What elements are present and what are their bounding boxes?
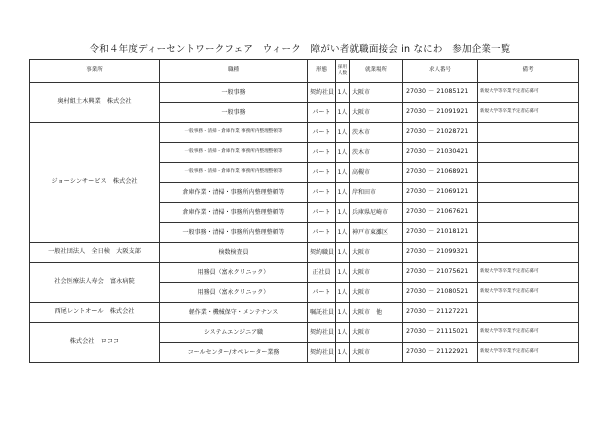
hire-count: 1人: [336, 103, 350, 123]
job-number: 27030 － 21080521: [403, 283, 478, 303]
company-name: 社会医療法人寿会 富永病院: [30, 263, 160, 303]
note: [478, 123, 579, 143]
job-title: 一般事務: [160, 83, 308, 103]
note: 新規大学等卒業予定者応募可: [478, 103, 579, 123]
hire-count: 1人: [336, 203, 350, 223]
job-title: 倉庫作業・清掃・事務所内整理整頓等: [160, 183, 308, 203]
job-title: 一般事務・清掃・倉庫作業 事務所内整理整頓等: [160, 143, 308, 163]
table-row: [30, 123, 579, 143]
note: [478, 243, 579, 263]
header-count-line1: 採用: [338, 65, 347, 71]
job-number: 27030 － 21122921: [403, 343, 478, 363]
work-place: 茨木市: [350, 143, 403, 163]
header-row: [30, 60, 579, 83]
job-title: 用務員（富永クリニック）: [160, 283, 308, 303]
table-row: [30, 83, 579, 103]
company-name: ジョーシンサービス 株式会社: [30, 123, 160, 243]
hire-count: 1人: [336, 263, 350, 283]
table-row: [30, 263, 579, 283]
job-title: 倉庫作業・清掃・事務所内整理整頓等: [160, 203, 308, 223]
company-name: 株式会社 ロココ: [30, 323, 160, 363]
employment-form: 契約職員: [308, 243, 336, 263]
note: 新規大学等卒業予定者応募可: [478, 83, 579, 103]
hire-count: 1人: [336, 303, 350, 323]
job-title: 一般事務・清掃・倉庫作業 事務所内整理整頓等: [160, 123, 308, 143]
job-number: 27030 － 21115021: [403, 323, 478, 343]
work-place: 岸和田市: [350, 183, 403, 203]
employment-form: 正社員: [308, 263, 336, 283]
job-number: 27030 － 21069121: [403, 183, 478, 203]
job-number: 27030 － 21127221: [403, 303, 478, 323]
note: [478, 303, 579, 323]
note: 新規大学等卒業予定者応募可: [478, 343, 579, 363]
job-title: 一般事務・清掃・事務所内整理整頓等: [160, 223, 308, 243]
company-name: 奥村組土木興業 株式会社: [30, 83, 160, 123]
hire-count: 1人: [336, 283, 350, 303]
employment-form: パート: [308, 203, 336, 223]
employment-form: 契約社員: [308, 83, 336, 103]
company-table: [29, 59, 579, 363]
table-row: [30, 243, 579, 263]
company-name: 一般社団法人 全日検 大阪支部: [30, 243, 160, 263]
work-place: 神戸市東灘区: [350, 223, 403, 243]
header-form: 形態: [308, 60, 336, 83]
note: 新規大学等卒業予定者応募可: [478, 263, 579, 283]
job-number: 27030 － 21018121: [403, 223, 478, 243]
employment-form: 契約社員: [308, 323, 336, 343]
work-place: 大阪市: [350, 103, 403, 123]
note: [478, 163, 579, 183]
employment-form: パート: [308, 123, 336, 143]
work-place: 大阪市: [350, 243, 403, 263]
hire-count: 1人: [336, 343, 350, 363]
header-company: 事業所: [30, 60, 160, 83]
job-title: 用務員（富永クリニック）: [160, 263, 308, 283]
employment-form: パート: [308, 163, 336, 183]
header-count-line2: 人数: [338, 71, 347, 76]
hire-count: 1人: [336, 223, 350, 243]
note: [478, 203, 579, 223]
work-place: 茨木市: [350, 123, 403, 143]
work-place: 大阪市: [350, 263, 403, 283]
header-job: 職種: [160, 60, 308, 83]
hire-count: 1人: [336, 243, 350, 263]
header-number: 求人番号: [403, 60, 478, 83]
header-note: 備考: [478, 60, 579, 83]
job-title: 検数検査員: [160, 243, 308, 263]
note: 新規大学等卒業予定者応募可: [478, 323, 579, 343]
work-place: 大阪市: [350, 83, 403, 103]
company-name: 西尾レントオール 株式会社: [30, 303, 160, 323]
work-place: 大阪市: [350, 343, 403, 363]
page-title: 令和４年度ディーセントワークフェア ウィーク 障がい者就職面接会 in なにわ 参加企業一覧: [89, 44, 511, 55]
job-number: 27030 － 21028721: [403, 123, 478, 143]
employment-form: 嘱託社員: [308, 303, 336, 323]
job-number: 27030 － 21067621: [403, 203, 478, 223]
job-number: 27030 － 21099321: [403, 243, 478, 263]
job-number: 27030 － 21091921: [403, 103, 478, 123]
employment-form: 契約社員: [308, 343, 336, 363]
job-title: 一般事務・清掃・倉庫作業 事務所内整理整頓等: [160, 163, 308, 183]
job-title: 一般事務: [160, 103, 308, 123]
employment-form: パート: [308, 183, 336, 203]
work-place: 兵庫県尼崎市: [350, 203, 403, 223]
employment-form: パート: [308, 103, 336, 123]
table-row: [30, 303, 579, 323]
job-title: システムエンジニア職: [160, 323, 308, 343]
work-place: 大阪市 他: [350, 303, 403, 323]
work-place: 大阪市: [350, 323, 403, 343]
work-place: 大阪市: [350, 283, 403, 303]
hire-count: 1人: [336, 183, 350, 203]
hire-count: 1人: [336, 143, 350, 163]
job-number: 27030 － 21030421: [403, 143, 478, 163]
hire-count: 1人: [336, 323, 350, 343]
header-place: 就業場所: [350, 60, 403, 83]
employment-form: パート: [308, 143, 336, 163]
note: [478, 183, 579, 203]
job-number: 27030 － 21085121: [403, 83, 478, 103]
job-number: 27030 － 21075621: [403, 263, 478, 283]
note: 新規大学等卒業予定者応募可: [478, 283, 579, 303]
note: [478, 223, 579, 243]
table-row: [30, 323, 579, 343]
work-place: 高槻市: [350, 163, 403, 183]
job-title: 軽作業・機械保守・メンテナンス: [160, 303, 308, 323]
header-count: [336, 60, 350, 83]
hire-count: 1人: [336, 163, 350, 183]
employment-form: パート: [308, 223, 336, 243]
job-number: 27030 － 21068921: [403, 163, 478, 183]
note: [478, 143, 579, 163]
employment-form: パート: [308, 283, 336, 303]
hire-count: 1人: [336, 123, 350, 143]
job-title: コールセンター/オペレーター業務: [160, 343, 308, 363]
hire-count: 1人: [336, 83, 350, 103]
